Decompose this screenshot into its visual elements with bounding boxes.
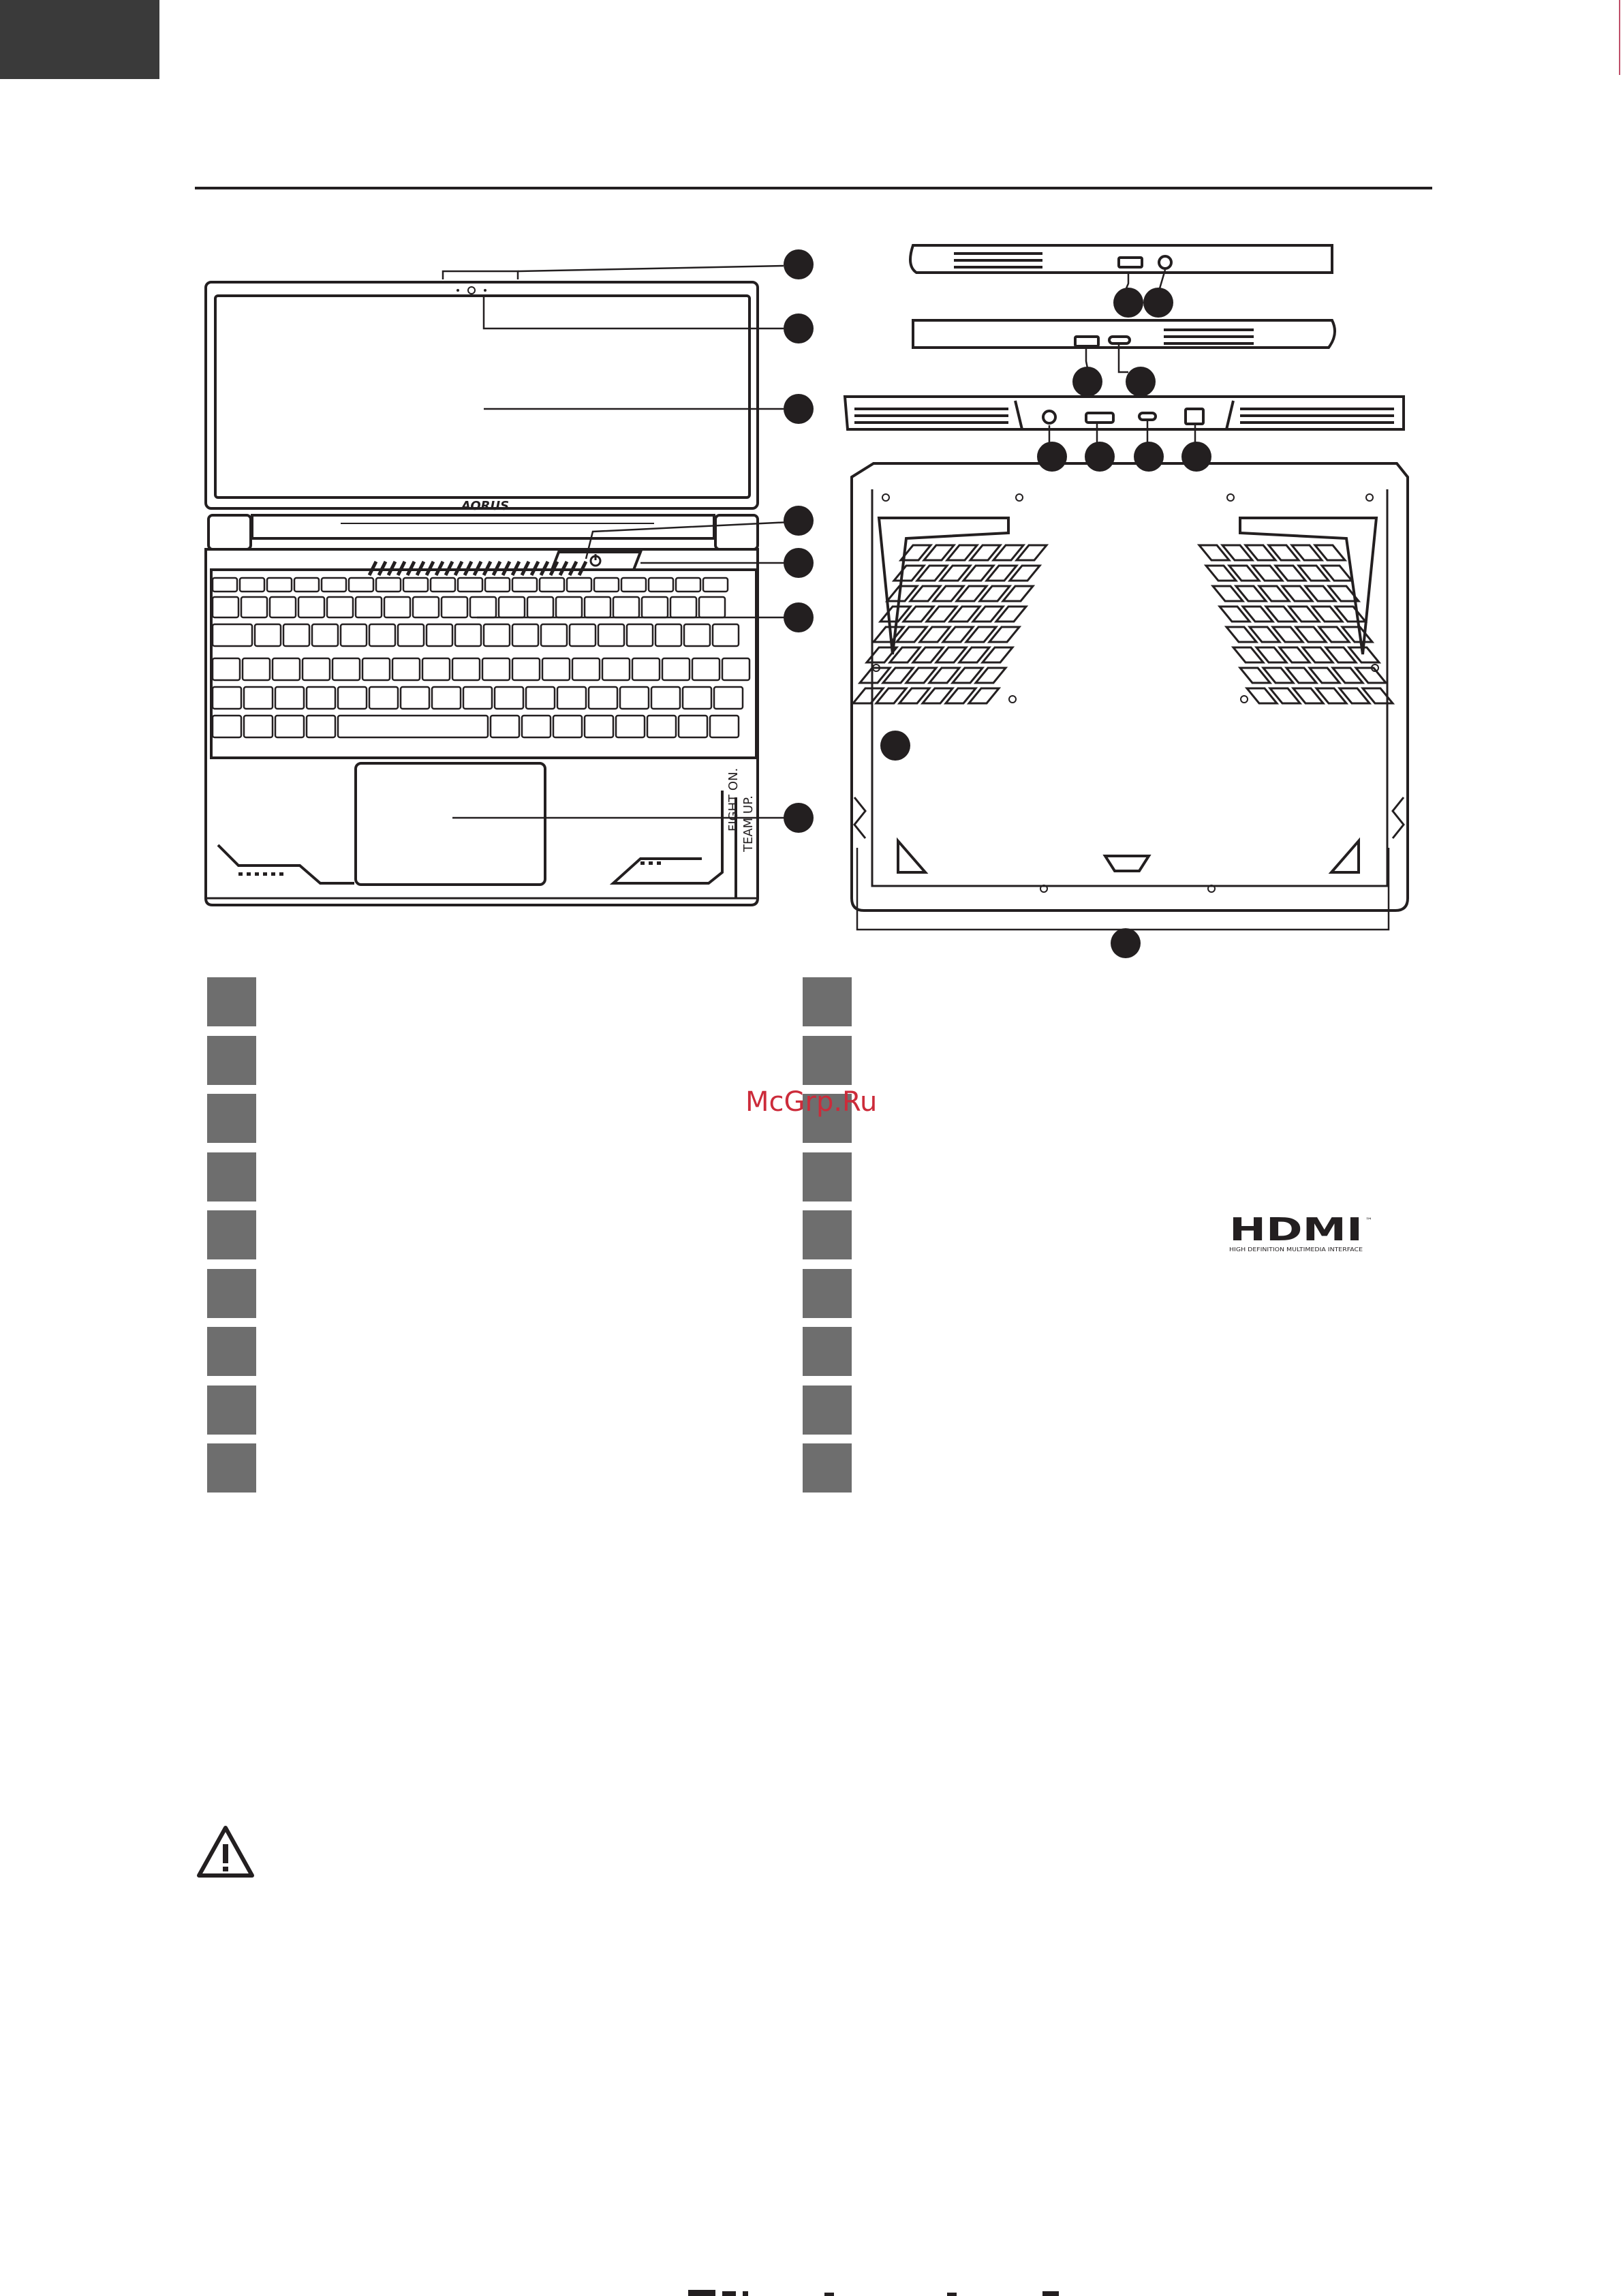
usb-a-port-right [1075, 337, 1098, 346]
keyboard-key [662, 658, 690, 680]
legend-number-marker [803, 1443, 852, 1493]
keyboard-key [369, 687, 398, 709]
hinge-bar [252, 515, 714, 538]
keyboard-key [499, 597, 525, 617]
keyboard-key [213, 716, 241, 737]
keyboard-key [683, 687, 711, 709]
audio-jack [1159, 256, 1171, 269]
keyboard-key [384, 597, 410, 617]
keyboard-key [267, 578, 292, 592]
keyboard-key [594, 578, 619, 592]
laptop-side-bottom-views [831, 232, 1581, 968]
callout-10 [1072, 367, 1102, 397]
keyboard-key [392, 658, 420, 680]
callout-9 [1143, 288, 1173, 318]
webcam-lens [468, 287, 475, 294]
keyboard-key [602, 658, 630, 680]
keyboard-key [270, 597, 296, 617]
keyboard-key [333, 658, 360, 680]
keyboard-key [485, 578, 510, 592]
callout-6 [784, 602, 814, 632]
keyboard-key [341, 624, 367, 646]
keyboard-key [526, 687, 555, 709]
page-edge-mark [1619, 0, 1620, 75]
callout-3 [784, 394, 814, 424]
keyboard-key [327, 597, 353, 617]
legend-number-marker [207, 1152, 256, 1201]
power-icon [591, 554, 600, 566]
keyboard-key [710, 716, 739, 737]
keyboard-key [512, 578, 537, 592]
bottom-view [852, 463, 1408, 910]
legend-number-marker [207, 1386, 256, 1435]
legend-number-marker [803, 1269, 852, 1318]
usb-a-port-left [1119, 258, 1142, 267]
keyboard-key [679, 716, 707, 737]
keyboard-key [403, 578, 428, 592]
keyboard-key [620, 687, 649, 709]
keyboard-key [649, 578, 673, 592]
keyboard-key [401, 687, 429, 709]
keyboard-key [567, 578, 591, 592]
keyboard-key [213, 597, 238, 617]
left-hinge [208, 515, 251, 549]
keyboard-key [463, 687, 492, 709]
keyboard-key [244, 716, 273, 737]
keyboard-key [455, 624, 481, 646]
page-bottom-artifact [688, 2283, 1111, 2296]
keyboard-key [356, 597, 382, 617]
microphone-dot [484, 289, 486, 292]
keyboard-key [213, 658, 240, 680]
microphone-dot [457, 289, 459, 292]
keyboard-key [541, 624, 567, 646]
display-lid [206, 282, 758, 508]
keyboard-key [642, 597, 668, 617]
legend-number-marker [207, 1094, 256, 1143]
keyboard-key [714, 687, 743, 709]
keyboard-key [376, 578, 401, 592]
keyboard-key [616, 716, 645, 737]
keyboard-key [703, 578, 728, 592]
keyboard-key [621, 578, 646, 592]
keyboard-key [213, 624, 252, 646]
keyboard-key [553, 716, 582, 737]
keyboard-key [422, 658, 450, 680]
callout-14 [1134, 442, 1164, 472]
keyboard-area [211, 570, 756, 758]
dc-in-port [1043, 411, 1055, 423]
keyboard-key [369, 624, 395, 646]
keyboard-key [542, 658, 570, 680]
callout-8 [1113, 288, 1143, 318]
keyboard-key [244, 687, 273, 709]
right-hinge [715, 515, 758, 549]
keyboard-key [699, 597, 725, 617]
header-rule [195, 187, 1432, 189]
slogan-line-2: FIGHT ON. [726, 767, 741, 831]
keyboard-key [273, 658, 300, 680]
keyboard-key [243, 658, 270, 680]
legend-number-marker [207, 1443, 256, 1493]
keyboard-key [556, 597, 582, 617]
keyboard-key [570, 624, 596, 646]
keyboard-key [655, 624, 681, 646]
keyboard-key [241, 597, 267, 617]
keyboard-key [491, 716, 519, 737]
keyboard-key [294, 578, 319, 592]
keyboard-key [303, 658, 330, 680]
keyboard-key [255, 624, 281, 646]
keyboard-key [589, 687, 617, 709]
display-screen [215, 296, 749, 498]
keyboard-key [651, 687, 680, 709]
callout-15 [1181, 442, 1211, 472]
callout-4 [784, 506, 814, 536]
keyboard-key [398, 624, 424, 646]
keyboard-key [512, 624, 538, 646]
callout-5 [784, 548, 814, 578]
keyboard-key [312, 624, 338, 646]
rubber-foot [1105, 856, 1149, 871]
watermark: McGrp.Ru [745, 1086, 878, 1118]
laptop-base [206, 549, 758, 905]
keyboard-key [275, 687, 304, 709]
keyboard-key [627, 624, 653, 646]
keyboard-key [670, 597, 696, 617]
legend-number-marker [803, 1210, 852, 1259]
keyboard-key [512, 658, 540, 680]
keyboard-key [632, 658, 660, 680]
brand-logo: AORUS [461, 499, 510, 513]
legend-number-marker [803, 1036, 852, 1085]
keyboard-key [349, 578, 373, 592]
keyboard-key [307, 687, 335, 709]
keyboard-key [613, 597, 639, 617]
laptop-top-view-diagram [198, 245, 824, 927]
keyboard-key [213, 578, 237, 592]
keyboard-key [598, 624, 624, 646]
callout-2 [784, 313, 814, 343]
rubber-foot [1331, 841, 1359, 872]
keyboard-key [540, 578, 564, 592]
callout-1 [784, 249, 814, 279]
keyboard-key [527, 597, 553, 617]
keyboard-key [213, 687, 241, 709]
hdmi-wordmark: HDMI [1229, 1213, 1363, 1248]
keyboard-key [275, 716, 304, 737]
callout-12 [1037, 442, 1067, 472]
legend-number-marker [803, 1152, 852, 1201]
keyboard-key [522, 716, 551, 737]
slogan-line-1: TEAM UP. [741, 795, 756, 852]
keyboard-key [427, 624, 452, 646]
legend-number-marker [207, 1327, 256, 1376]
legend-number-marker [803, 1327, 852, 1376]
keyboard-key [452, 658, 480, 680]
keyboard-key [585, 716, 613, 737]
callout-7 [784, 803, 814, 833]
warning-triangle-icon [195, 1824, 256, 1881]
keyboard-key [307, 716, 335, 737]
keyboard-key [676, 578, 700, 592]
keyboard-key [557, 687, 586, 709]
rubber-foot [898, 841, 925, 872]
keyboard-key [572, 658, 600, 680]
touchpad [356, 763, 545, 885]
keyboard-key [442, 597, 467, 617]
keyboard-key [283, 624, 309, 646]
callout-17 [1111, 928, 1141, 958]
corner-tab [0, 0, 159, 79]
hdmi-port [1086, 413, 1113, 423]
keyboard-key [362, 658, 390, 680]
keyboard-key [298, 597, 324, 617]
legend-number-marker [207, 977, 256, 1026]
keyboard-key [338, 687, 367, 709]
hdmi-logo [1226, 1213, 1376, 1255]
keyboard-key [692, 658, 720, 680]
keyboard-key [413, 597, 439, 617]
keyboard-key [585, 597, 610, 617]
keyboard-key [240, 578, 264, 592]
rj45-port [1186, 409, 1203, 424]
keyboard-key [338, 716, 488, 737]
keyboard-key [482, 658, 510, 680]
legend-number-marker [803, 977, 852, 1026]
keyboard-key [647, 716, 676, 737]
legend-number-marker [803, 1386, 852, 1435]
legend-number-marker [207, 1210, 256, 1259]
callout-16 [880, 731, 910, 761]
legend-number-marker [207, 1269, 256, 1318]
hdmi-trademark: ™ [1365, 1217, 1372, 1225]
callout-13 [1085, 442, 1115, 472]
keyboard-key [495, 687, 523, 709]
rear-view [845, 397, 1404, 429]
keyboard-key [458, 578, 482, 592]
keyboard-key [722, 658, 749, 680]
keyboard-key [431, 578, 455, 592]
keyboard-key [713, 624, 739, 646]
legend-number-marker [207, 1036, 256, 1085]
usb-c-port-rear [1139, 413, 1156, 420]
callout-11 [1126, 367, 1156, 397]
usb-c-port-right [1109, 337, 1130, 343]
keyboard-key [470, 597, 496, 617]
keyboard-key [484, 624, 510, 646]
keyboard-key [322, 578, 346, 592]
hdmi-tagline: HIGH DEFINITION MULTIMEDIA INTERFACE [1229, 1246, 1363, 1253]
keyboard-key [684, 624, 710, 646]
keyboard-key [432, 687, 461, 709]
